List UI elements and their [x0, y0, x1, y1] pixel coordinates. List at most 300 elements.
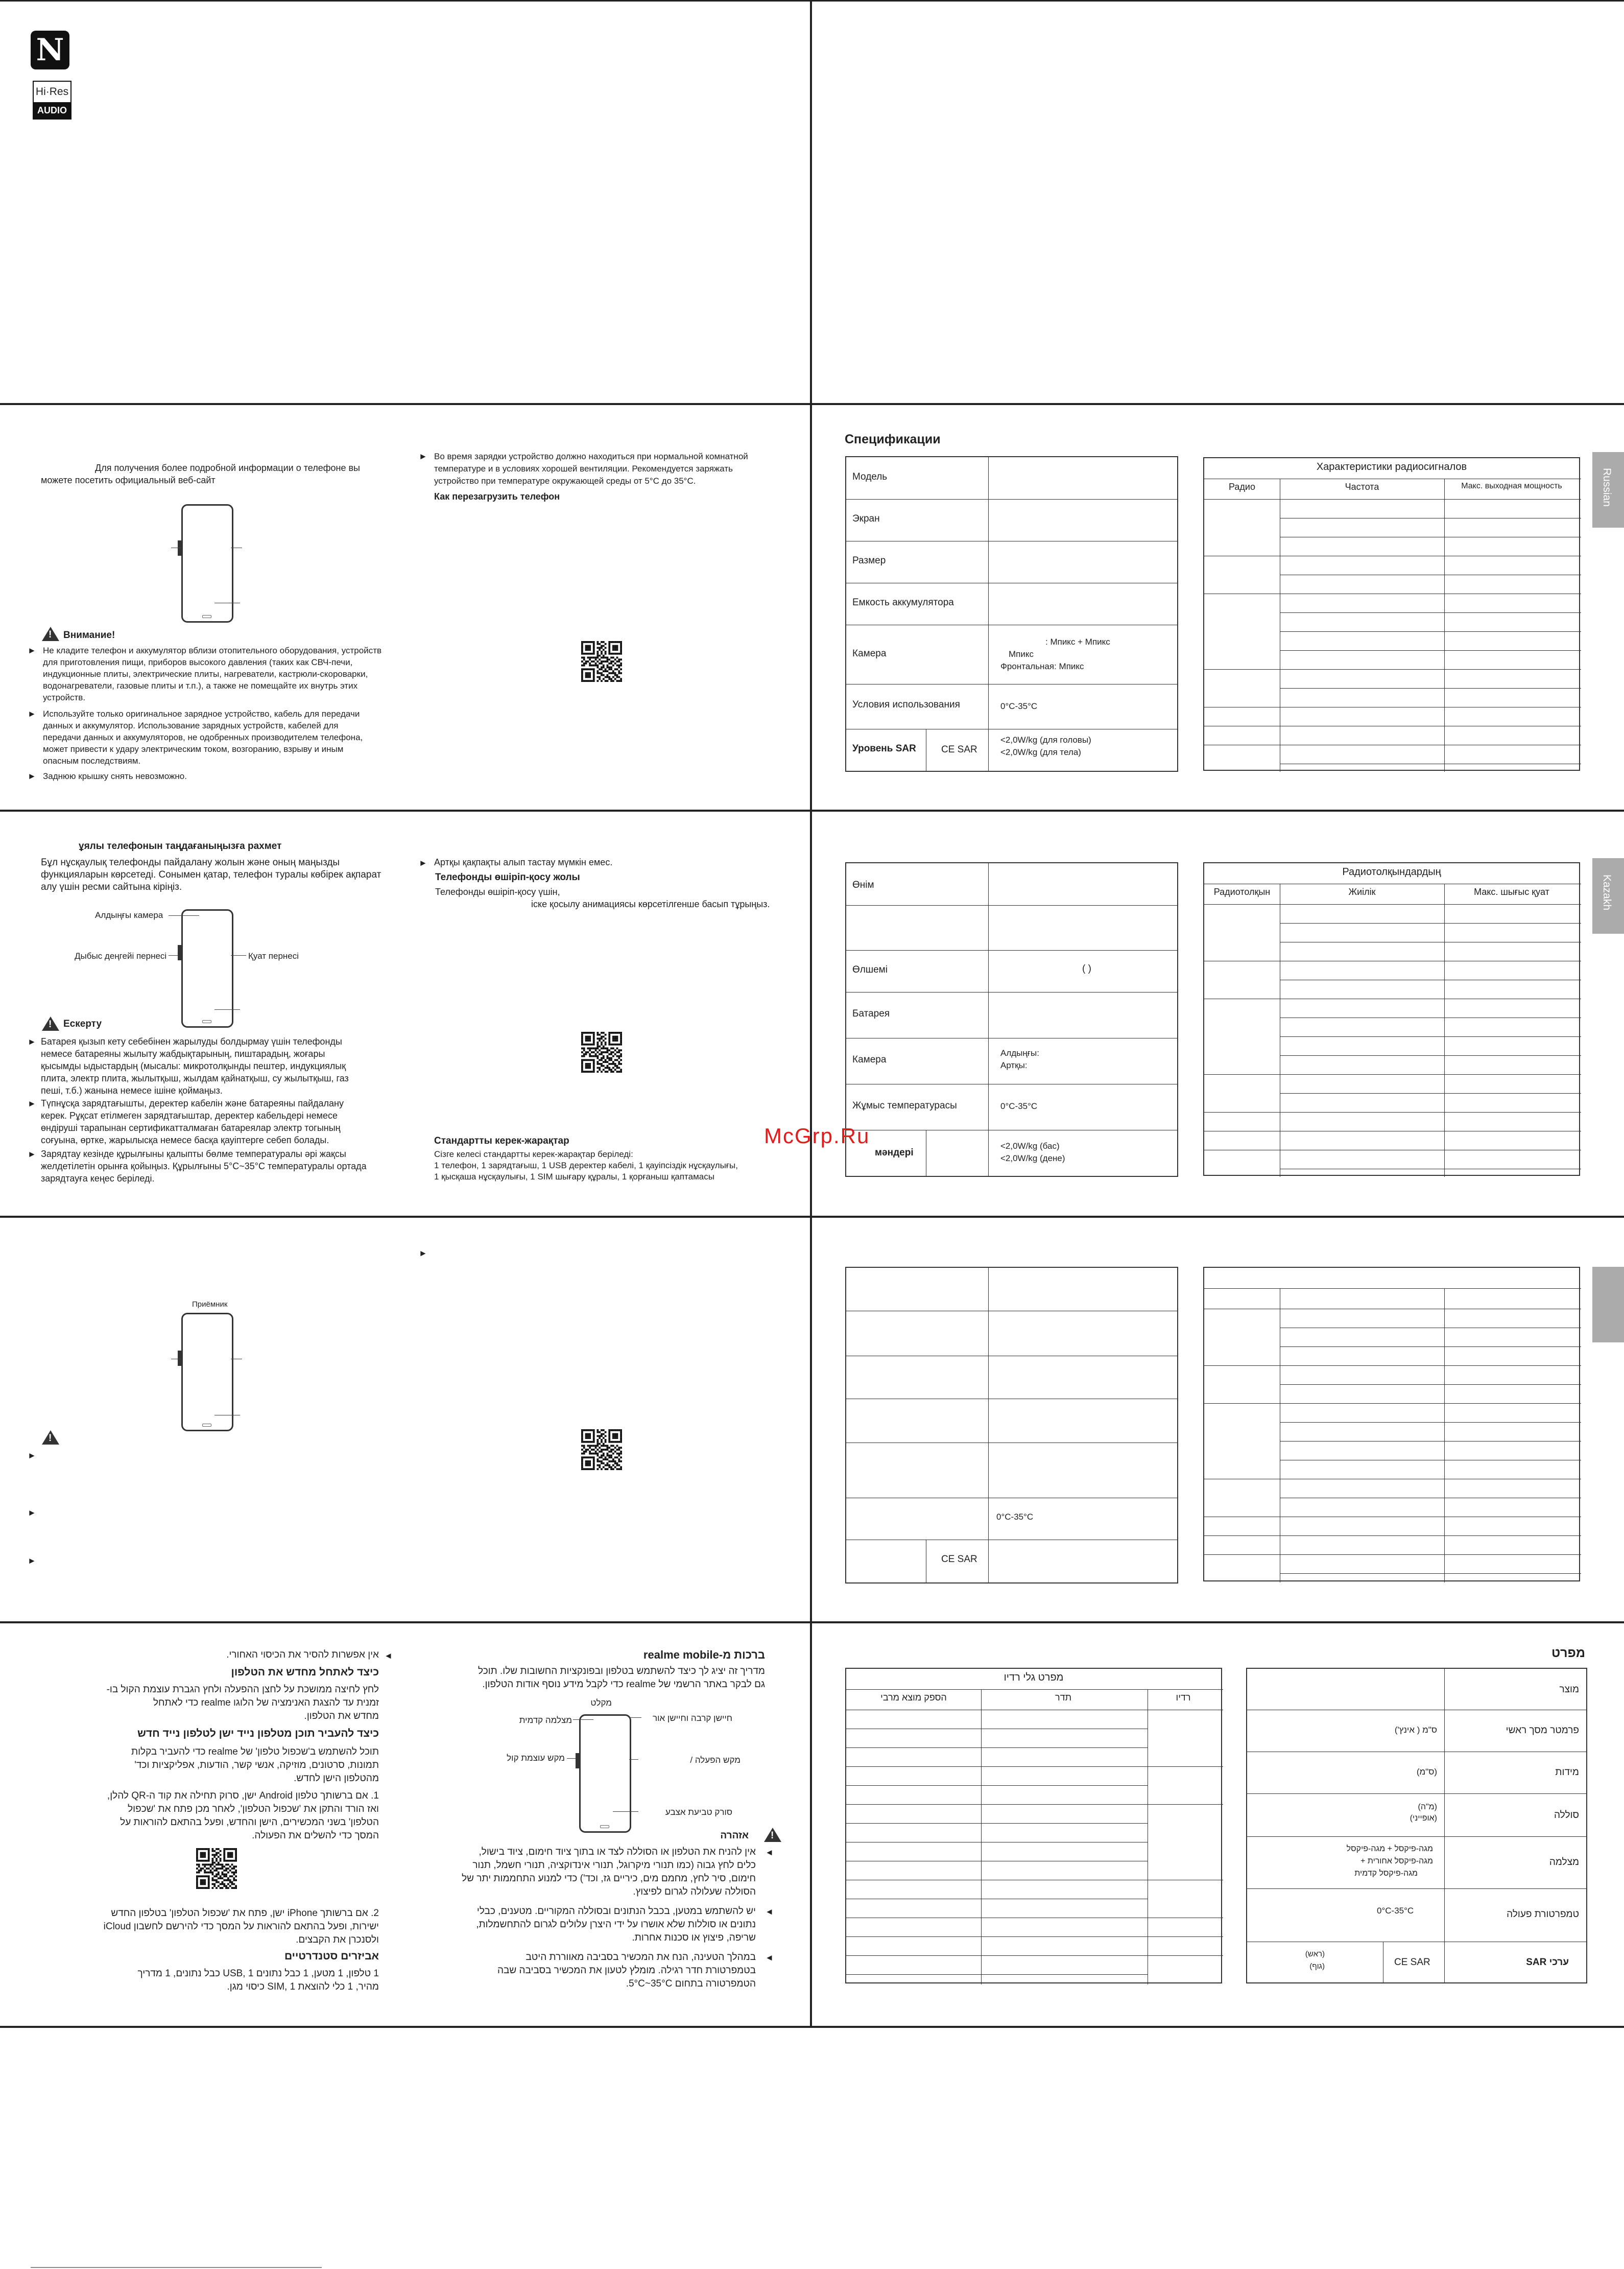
qr-module	[227, 1872, 229, 1874]
qr-module	[612, 1067, 614, 1069]
divider-vertical	[810, 0, 812, 2028]
qr-module	[591, 1429, 593, 1431]
qr-module	[620, 1059, 622, 1061]
qr-module	[618, 1468, 620, 1470]
qr-module	[616, 1445, 618, 1447]
qr-module	[593, 647, 595, 649]
qr-module	[601, 647, 603, 649]
qr-module	[202, 1868, 204, 1870]
divider-3	[0, 1216, 1624, 1218]
qr-module	[601, 1036, 603, 1038]
qr-module	[211, 1879, 213, 1881]
qr-module	[587, 680, 589, 682]
qr-module	[196, 1885, 198, 1887]
ru-ce-sar: CE SAR	[941, 744, 977, 755]
he-label-proximity: חיישן קרבה וחיישן אור	[653, 1713, 732, 1723]
kz-leader	[231, 955, 246, 956]
qr-module	[233, 1887, 235, 1889]
qr-module	[589, 665, 591, 667]
kz-back-cover: Артқы қақпақты алып тастау мүмкін емес.	[434, 857, 613, 867]
qr-module	[581, 1047, 583, 1049]
qr-module	[216, 1874, 218, 1876]
kz-size-parens: ( )	[1082, 963, 1091, 974]
qr-module	[593, 680, 595, 682]
qr-module	[223, 1879, 225, 1881]
qr-module	[585, 1462, 587, 1464]
qr-module	[202, 1879, 204, 1881]
table-grid-line	[1204, 1535, 1581, 1536]
qr-module	[233, 1848, 235, 1850]
qr-module	[589, 1453, 591, 1455]
qr-module	[589, 672, 591, 674]
he-leader	[629, 1759, 638, 1760]
qr-module	[612, 1449, 614, 1451]
qr-module	[612, 653, 614, 655]
divider-1	[0, 403, 1624, 405]
qr-module	[614, 641, 616, 643]
qr-module	[210, 1865, 212, 1868]
qr-module	[612, 1039, 614, 1042]
qr-module	[589, 1433, 591, 1435]
qr-module	[618, 1049, 620, 1051]
qr-module	[620, 1431, 622, 1433]
qr-module	[196, 1875, 198, 1877]
qr-module	[581, 653, 583, 655]
qr-module	[610, 1059, 612, 1061]
qr-module	[603, 1047, 605, 1049]
he-std-title: אביזרים סטנדרטיים	[284, 1950, 379, 1962]
bullet-icon: ►	[28, 1099, 36, 1108]
qr-module	[595, 1453, 597, 1455]
qr-module	[198, 1887, 200, 1889]
kz-b1-l2: немесе батареяны жылыту жабдықтарының, пиштарадың, жоғары	[41, 1049, 325, 1059]
qr-module	[583, 1429, 585, 1431]
qr-module	[585, 1441, 587, 1443]
qr-module	[620, 672, 622, 674]
qr-module	[610, 668, 612, 670]
qr-module	[223, 1852, 225, 1854]
qr-module	[596, 672, 599, 674]
qr-module	[223, 1865, 225, 1868]
qr-module	[620, 658, 622, 660]
qr-module	[196, 1872, 198, 1874]
qr-module	[605, 647, 607, 649]
qr-module	[233, 1868, 235, 1870]
qr-module	[589, 1063, 591, 1065]
qr-module	[618, 1032, 620, 1034]
qr-module	[599, 1039, 601, 1042]
qr-module	[585, 1460, 587, 1462]
qr-module	[596, 1061, 599, 1063]
qr-module	[227, 1860, 229, 1862]
he-camera-v3: מגה-פיקסל קדמית	[1354, 1869, 1418, 1878]
qr-module	[229, 1865, 231, 1868]
qr-module	[603, 1449, 605, 1451]
ru-intro-2: можете посетить официальный веб-сайт	[41, 475, 216, 485]
ru-restart-title: Как перезагрузить телефон	[434, 491, 560, 502]
qr-module	[216, 1860, 218, 1862]
table-grid-line	[1280, 1036, 1581, 1037]
qr-module	[583, 1032, 585, 1034]
he-transfer-title: כיצד להעביר תוכן מטלפון נייד ישן לטלפון נייד חדש	[137, 1728, 379, 1739]
qr-module	[585, 1456, 587, 1458]
qr-module	[587, 1462, 589, 1464]
qr-module	[587, 676, 589, 678]
qr-module	[596, 1055, 599, 1057]
qr-module	[608, 1057, 610, 1059]
qr-module	[605, 1439, 607, 1441]
qr-module	[596, 667, 599, 669]
qr-module	[216, 1852, 218, 1854]
qr-module	[589, 1429, 591, 1431]
qr-module	[603, 660, 605, 663]
qr-module	[596, 1051, 599, 1053]
qr-module	[612, 680, 614, 682]
qr-module	[589, 1451, 591, 1453]
qr-module	[589, 1059, 591, 1061]
qr-module	[601, 1449, 603, 1451]
qr-module	[587, 1047, 589, 1049]
qr-module	[608, 668, 610, 670]
qr-module	[608, 647, 610, 649]
kz-b3-l3: зарядтауға кеңес беріледі.	[41, 1173, 155, 1184]
qr-module	[612, 1032, 614, 1034]
qr-module	[227, 1848, 229, 1850]
qr-module	[608, 1439, 610, 1441]
qr-module	[616, 1039, 618, 1042]
table-grid-line	[1204, 1074, 1581, 1075]
qr-module	[603, 674, 605, 676]
qr-module	[216, 1868, 218, 1870]
qr-module	[608, 1435, 610, 1437]
he-iphone-1: 2. אם ברשותך iPhone ישן, פתח את 'שכפול הטלפון' בטלפון החדש	[111, 1908, 379, 1919]
table-grid-line	[846, 1955, 1223, 1956]
qr-module	[581, 1456, 583, 1458]
qr-module	[581, 1063, 583, 1065]
qr-module	[599, 655, 601, 657]
table-grid-line	[846, 1974, 1148, 1975]
qr-module	[601, 1071, 603, 1073]
qr-module	[585, 1433, 587, 1435]
qr-module	[213, 1862, 216, 1864]
qr-module	[603, 1055, 605, 1057]
qr-module	[593, 651, 595, 653]
qr-module	[589, 1441, 591, 1443]
qr-module	[589, 1071, 591, 1073]
qr-module	[585, 676, 587, 678]
qr-module	[614, 1435, 616, 1437]
qr-module	[616, 668, 618, 670]
qr-module	[595, 656, 597, 658]
qr-module	[608, 672, 610, 674]
he-temp: 0°C-35°C	[1377, 1906, 1414, 1916]
qr-module	[587, 1445, 589, 1447]
qr-module	[216, 1870, 218, 1872]
qr-module	[581, 674, 583, 676]
qr-module	[620, 1435, 622, 1437]
qr-module	[608, 1447, 610, 1449]
qr-module	[196, 1852, 198, 1854]
qr-module	[204, 1872, 206, 1874]
qr-module	[593, 1055, 595, 1057]
bullet-icon: ►	[28, 1508, 36, 1518]
qr-module	[616, 1468, 618, 1470]
qr-module	[211, 1854, 213, 1856]
qr-module	[614, 1433, 616, 1435]
s4-language-tab[interactable]	[1592, 1267, 1624, 1342]
bullet-icon: ►	[28, 1037, 36, 1047]
qr-module	[614, 645, 616, 647]
qr-module	[607, 1445, 609, 1447]
qr-module	[608, 1464, 610, 1467]
qr-module	[614, 658, 616, 660]
qr-module	[231, 1872, 233, 1874]
qr-module	[605, 676, 607, 678]
qr-module	[601, 1051, 603, 1053]
qr-module	[601, 663, 603, 665]
ru-camera-v3: Фронтальная: Мпикс	[1000, 661, 1084, 671]
qr-module	[603, 1437, 605, 1439]
qr-module	[610, 656, 612, 658]
table-grid-line	[846, 1747, 1148, 1748]
qr-module	[204, 1848, 206, 1850]
qr-module	[593, 1429, 595, 1431]
qr-module	[593, 1456, 595, 1458]
qr-module	[587, 1464, 589, 1467]
qr-module	[599, 1059, 601, 1061]
qr-module	[581, 641, 583, 643]
qr-module	[599, 1460, 601, 1462]
qr-module	[618, 676, 620, 678]
qr-module	[591, 680, 593, 682]
qr-module	[587, 1059, 589, 1061]
qr-module	[603, 641, 605, 643]
qr-module	[218, 1874, 220, 1876]
qr-module	[583, 1049, 585, 1051]
qr-module	[596, 1047, 599, 1049]
qr-module	[593, 1063, 595, 1065]
he-qr-code	[196, 1848, 237, 1889]
qr-module	[581, 1431, 583, 1433]
qr-module	[601, 653, 603, 655]
qr-module	[596, 656, 599, 658]
qr-module	[610, 1053, 612, 1055]
qr-module	[607, 1055, 609, 1057]
qr-module	[591, 1047, 593, 1049]
qr-module	[585, 1464, 587, 1467]
qr-module	[603, 678, 605, 680]
qr-module	[596, 1034, 599, 1036]
qr-module	[587, 1460, 589, 1462]
qr-module	[589, 1067, 591, 1069]
he-radio-col-power: הספק מוצא מרבי	[880, 1692, 947, 1703]
qr-module	[585, 1451, 587, 1453]
s4-spec-table	[845, 1267, 1178, 1583]
qr-module	[196, 1858, 198, 1860]
qr-module	[593, 1061, 595, 1063]
qr-module	[581, 1055, 583, 1057]
qr-module	[587, 1437, 589, 1439]
qr-module	[202, 1848, 204, 1850]
he-label-camera: מצלמה קדמית	[519, 1715, 572, 1725]
qr-module	[603, 645, 605, 647]
he-restart-title: כיצד לאתחל מחדש את הטלפון	[231, 1666, 379, 1678]
qr-module	[593, 1037, 595, 1039]
table-grid-line	[846, 1823, 1148, 1824]
qr-module	[618, 641, 620, 643]
qr-module	[616, 1067, 618, 1069]
qr-module	[610, 1032, 612, 1034]
qr-module	[202, 1881, 204, 1883]
qr-module	[229, 1875, 231, 1877]
qr-module	[589, 1456, 591, 1458]
qr-module	[596, 1057, 599, 1059]
qr-module	[593, 1433, 595, 1435]
qr-module	[607, 1061, 609, 1063]
qr-module	[202, 1852, 204, 1854]
bullet-icon: ►	[28, 709, 36, 719]
qr-module	[610, 1057, 612, 1059]
qr-module	[593, 1071, 595, 1073]
qr-module	[593, 1069, 595, 1071]
qr-module	[581, 665, 583, 667]
qr-module	[607, 658, 609, 660]
qr-module	[591, 653, 593, 655]
qr-module	[607, 670, 609, 672]
ru-spec-table	[845, 456, 1178, 772]
qr-module	[616, 1047, 618, 1049]
he-transfer-3: מהטלפון הישן לחדש.	[294, 1773, 379, 1784]
qr-module	[620, 1037, 622, 1039]
qr-module	[585, 645, 587, 647]
qr-module	[614, 653, 616, 655]
qr-module	[216, 1887, 218, 1889]
kz-b2-l2: керек. Рұқсат етілмеген зарядтағыштар, деректер кабельдері немесе	[41, 1110, 338, 1121]
qr-module	[216, 1854, 218, 1856]
qr-module	[596, 1046, 599, 1048]
qr-module	[620, 1466, 622, 1468]
qr-module	[620, 1053, 622, 1055]
qr-module	[583, 1071, 585, 1073]
qr-module	[610, 1455, 612, 1457]
qr-module	[587, 1067, 589, 1069]
qr-module	[225, 1885, 227, 1887]
qr-module	[593, 1034, 595, 1036]
qr-module	[620, 1468, 622, 1470]
qr-module	[618, 1044, 620, 1046]
qr-module	[222, 1865, 224, 1868]
qr-module	[599, 1037, 601, 1039]
qr-module	[596, 1455, 599, 1457]
qr-module	[211, 1868, 213, 1870]
qr-module	[601, 1460, 603, 1462]
qr-module	[599, 1067, 601, 1069]
table-grid-line	[1280, 650, 1581, 651]
qr-module	[587, 1456, 589, 1458]
qr-module	[616, 1071, 618, 1073]
qr-module	[581, 1032, 583, 1034]
s4-phone-side-button	[178, 1351, 182, 1366]
qr-module	[608, 643, 610, 645]
he-sar-body: (גוף)	[1309, 1962, 1325, 1971]
qr-module	[589, 1447, 591, 1449]
qr-module	[583, 1453, 585, 1455]
qr-module	[593, 1468, 595, 1470]
qr-module	[591, 1445, 593, 1447]
qr-module	[218, 1863, 220, 1865]
qr-module	[610, 1460, 612, 1462]
ru-camera-v1: : Мпикс + Мпикс	[1045, 637, 1110, 647]
qr-module	[587, 1063, 589, 1065]
qr-module	[208, 1881, 210, 1883]
qr-module	[589, 668, 591, 670]
qr-module	[603, 1455, 605, 1457]
qr-module	[213, 1856, 216, 1858]
qr-module	[196, 1856, 198, 1858]
qr-module	[616, 1051, 618, 1053]
qr-module	[607, 680, 609, 682]
qr-module	[616, 1464, 618, 1467]
qr-module	[204, 1856, 206, 1858]
qr-module	[608, 1034, 610, 1036]
qr-module	[607, 1464, 609, 1467]
ru-b1-l5: устройств.	[43, 693, 86, 702]
qr-module	[605, 1441, 607, 1443]
qr-module	[605, 660, 607, 663]
kz-b1-l1: Батарея қызып кету себебінен жарылуды болдырмау үшін телефонды	[41, 1036, 342, 1047]
qr-module	[618, 665, 620, 667]
table-grid-line	[846, 1804, 1223, 1805]
qr-module	[222, 1863, 224, 1865]
qr-module	[605, 668, 607, 670]
qr-module	[599, 663, 601, 665]
qr-module	[614, 1466, 616, 1468]
qr-module	[614, 647, 616, 649]
qr-module	[235, 1848, 237, 1850]
qr-module	[599, 1466, 601, 1468]
bullet-icon: ◄	[765, 1953, 774, 1963]
qr-module	[596, 647, 599, 649]
kz-radio-col-radio: Радиотолқын	[1213, 887, 1271, 897]
bullet-icon: ►	[28, 646, 36, 655]
qr-module	[603, 655, 605, 657]
qr-module	[607, 1449, 609, 1451]
qr-module	[583, 658, 585, 660]
kz-camera-front: Алдыңғы:	[1000, 1048, 1039, 1058]
footer-line	[31, 2267, 322, 2268]
qr-module	[229, 1885, 231, 1887]
qr-module	[211, 1850, 213, 1852]
qr-module	[211, 1858, 213, 1860]
qr-module	[200, 1883, 202, 1885]
he-spec-size: מידות	[1555, 1767, 1579, 1778]
qr-module	[593, 1065, 595, 1067]
qr-module	[231, 1875, 233, 1877]
divider-5	[0, 2026, 1624, 2028]
qr-module	[607, 1057, 609, 1059]
he-warning-icon	[764, 1828, 781, 1842]
qr-module	[233, 1877, 235, 1879]
kz-phone-side-button	[178, 945, 182, 960]
qr-module	[198, 1875, 200, 1877]
table-grid-line	[1204, 1112, 1581, 1113]
qr-module	[587, 649, 589, 651]
qr-module	[585, 668, 587, 670]
qr-module	[587, 1433, 589, 1435]
qr-module	[603, 1057, 605, 1059]
he-w2-l1: יש להשתמש במטען, בכבל הנתונים ובסוללה המקוריים. מטענים, כבלי	[476, 1906, 756, 1917]
qr-module	[612, 1445, 614, 1447]
